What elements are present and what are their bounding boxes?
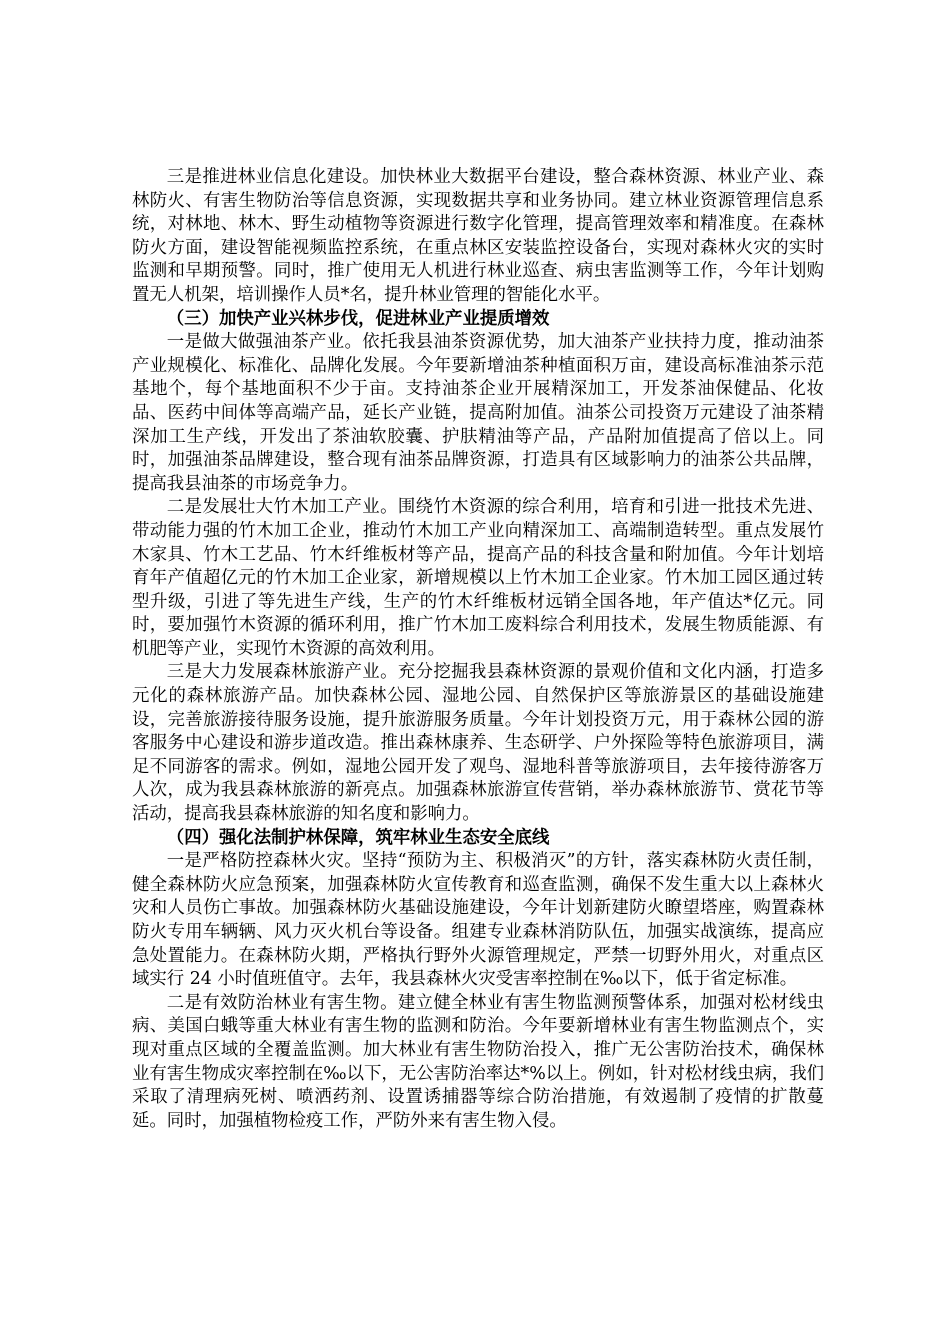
paragraph-fire-prevention: 一是严格防控森林火灾。坚持“预防为主、积极消灭”的方针，落实森林防火责任制，健全森林防火应急预案，加强森林防火宣传教育和巡查监测，确保不发生重大以上森林火灾和人员伤亡事故。加强森林防火基础设施建设，今年计划新建防火瞭望塔座，购置森林防火专用车辆辆、风力灭火机台等设备。组建专业森林消防队伍，加强实战演练，提高应急处置能力。在森林防火期，严格执行野外火源管理规定，严禁一切野外用火，对重点区域实行 24 小时值班值守。去年，我县森林火灾受害率控制在‰以下，低于省定标准。 bbox=[132, 851, 824, 990]
paragraph-bamboo-wood-processing: 二是发展壮大竹木加工产业。围绕竹木资源的综合利用，培育和引进一批技术先进、带动能力强的竹木加工企业，推动竹木加工产业向精深加工、高端制造转型。重点发展竹木家具、竹木工艺品、竹木纤维板材等产品，提高产品的科技含量和附加值。今年计划培育年产值超亿元的竹木加工企业家，新增规模以上竹木加工企业家。竹木加工园区通过转型升级，引进了等先进生产线，生产的竹木纤维板材远销全国各地，年产值达*亿元。同时，要加强竹木资源的循环利用，推广竹木加工废料综合利用技术，发展生物质能源、有机肥等产业，实现竹木资源的高效利用。 bbox=[132, 497, 824, 659]
paragraph-forest-tourism: 三是大力发展森林旅游产业。充分挖掘我县森林资源的景观价值和文化内涵，打造多元化的森林旅游产品。加快森林公园、湿地公园、自然保护区等旅游景区的基础设施建设，完善旅游接待服务设施，提升旅游服务质量。今年计划投资万元，用于森林公园的游客服务中心建设和游步道改造。推出森林康养、生态研学、户外探险等特色旅游项目，满足不同游客的需求。例如，湿地公园开发了观鸟、湿地科普等旅游项目，去年接待游客万人次，成为我县森林旅游的新亮点。加强森林旅游宣传营销，举办森林旅游节、赏花节等活动，提高我县森林旅游的知名度和影响力。 bbox=[132, 662, 824, 825]
document-body bbox=[132, 166, 824, 1133]
paragraph-pest-control: 二是有效防治林业有害生物。建立健全林业有害生物监测预警体系，加强对松材线虫病、美国白蛾等重大林业有害生物的监测和防治。今年要新增林业有害生物监测点个，实现对重点区域的全覆盖监测。加大林业有害生物防治投入，推广无公害防治技术，确保林业有害生物成灾率控制在‰以下，无公害防治率达*%以上。例如，针对松材线虫病，我们采取了清理病死树、喷洒药剂、设置诱捕器等综合防治措施，有效遏制了疫情的扩散蔓延。同时，加强植物检疫工作，严防外来有害生物入侵。 bbox=[132, 992, 825, 1131]
section-heading-legal-protection: （四）强化法制护林保障，筑牢林业生态安全底线 bbox=[166, 827, 550, 848]
paragraph-forestry-informatization: 三是推进林业信息化建设。加快林业大数据平台建设，整合森林资源、林业产业、森林防火、有害生物防治等信息资源，实现数据共享和业务协同。建立林业资源管理信息系统，对林地、林木、野生动植物等资源进行数字化管理，提高管理效率和精准度。在森林防火方面，建设智能视频监控系统，在重点林区安装监控设备台，实现对森林火灾的实时监测和早期预警。同时，推广使用无人机进行林业巡查、病虫害监测等工作，今年计划购置无人机架，培训操作人员*名，提升林业管理的智能化水平。 bbox=[132, 167, 824, 305]
paragraph-oil-tea-industry: 一是做大做强油茶产业。依托我县油茶资源优势，加大油茶产业扶持力度，推动油茶产业规模化、标准化、品牌化发展。今年要新增油茶种植面积万亩，建设高标准油茶示范基地个，每个基地面积不少于亩。支持油茶企业开展精深加工，开发茶油保健品、化妆品、医药中间体等高端产品，延长产业链，提高附加值。油茶公司投资万元建设了油茶精深加工生产线，开发出了茶油软胶囊、护肤精油等产品，产品附加值提高了倍以上。同时，加强油茶品牌建设，整合现有油茶品牌资源，打造具有区域影响力的油茶公共品牌，提高我县油茶的市场竞争力。 bbox=[132, 332, 824, 494]
section-heading-industry: （三）加快产业兴林步伐，促进林业产业提质增效 bbox=[166, 308, 550, 329]
